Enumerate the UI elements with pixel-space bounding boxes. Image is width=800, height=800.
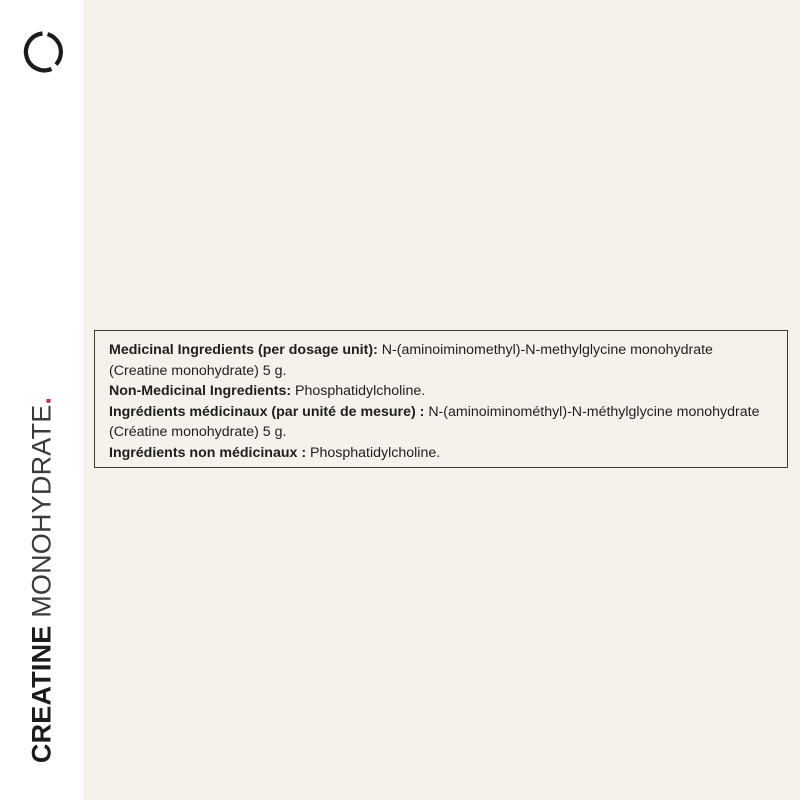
medicinal-ingredients-fr xyxy=(109,402,773,443)
product-name-light: MONOHYDRATE xyxy=(26,404,57,618)
medicinal-ingredients-en-value: N-(aminoiminomethyl)-N-methylglycine monohydrate (Creatine monohydrate) 5 g. xyxy=(109,342,713,379)
medicinal-ingredients-fr-label: Ingrédients médicinaux (par unité de mesure) : xyxy=(109,403,425,420)
non-medicinal-ingredients-fr xyxy=(109,443,773,464)
product-name-bold: CREATINE xyxy=(26,625,57,764)
medicinal-ingredients-en xyxy=(109,340,773,381)
medicinal-ingredients-en-label: Medicinal Ingredients (per dosage unit): xyxy=(109,342,378,358)
medicinal-ingredients-fr-value: N-(aminoiminométhyl)-N-méthylglycine monohydrate (Créatine monohydrate) 5 g. xyxy=(109,403,760,440)
product-name-dot: . xyxy=(26,396,57,405)
ingredients-panel xyxy=(94,330,788,468)
non-medicinal-ingredients-fr-value: Phosphatidylcholine. xyxy=(310,444,441,461)
non-medicinal-ingredients-fr-label: Ingrédients non médicinaux : xyxy=(109,444,307,461)
non-medicinal-ingredients-en-label: Non-Medicinal Ingredients: xyxy=(109,383,292,399)
ring-logo-icon xyxy=(17,28,65,76)
non-medicinal-ingredients-en xyxy=(109,381,773,402)
non-medicinal-ingredients-en-value: Phosphatidylcholine. xyxy=(295,383,426,399)
side-strip xyxy=(0,0,83,800)
